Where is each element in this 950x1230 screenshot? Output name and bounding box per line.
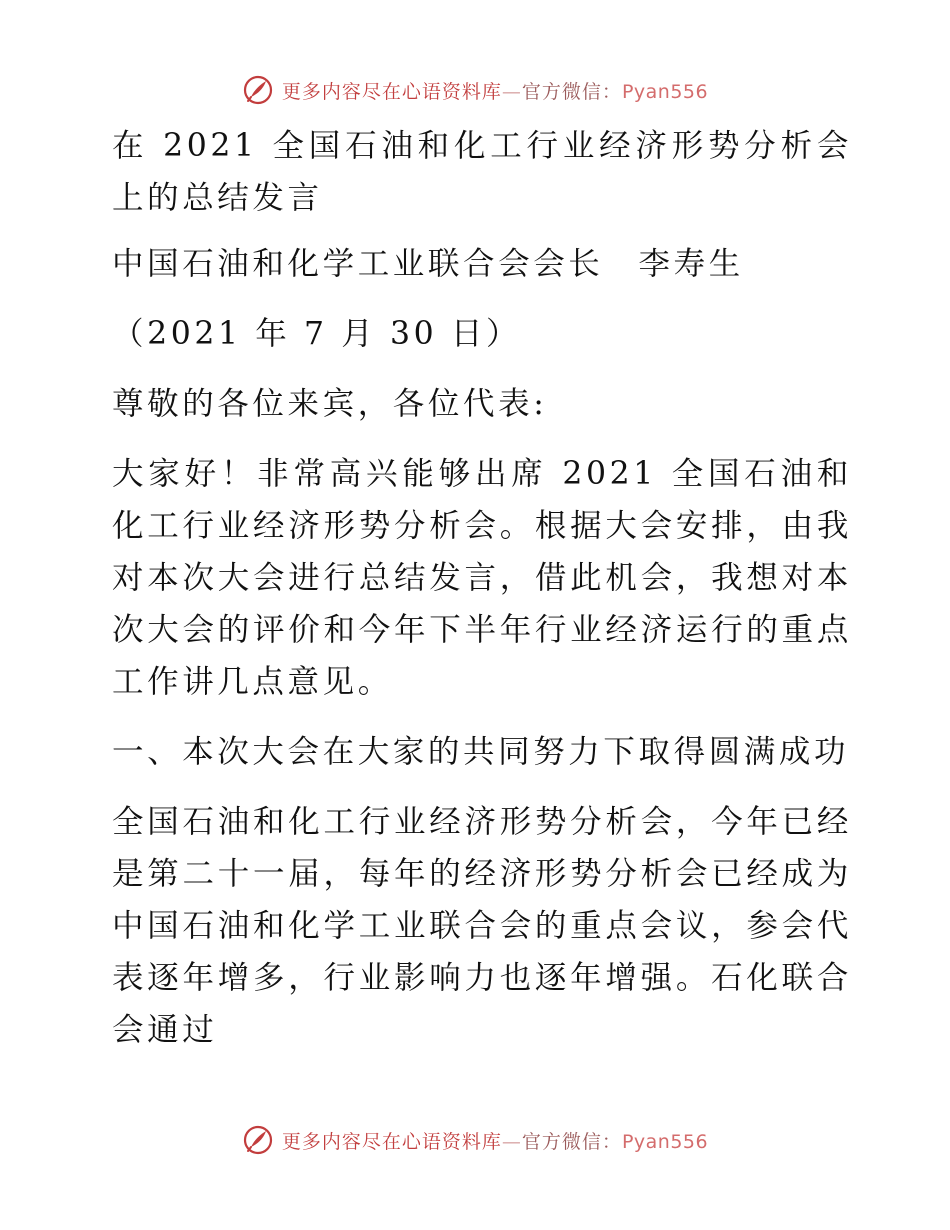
watermark-text: [282, 1127, 708, 1154]
watermark-slogan: 更多内容尽在心语资料库: [281, 1130, 502, 1153]
quill-logo-icon: [242, 1124, 274, 1156]
document-body: [98, 120, 852, 1056]
author-line: 中国石油和化学工业联合会会长 李寿生: [112, 246, 744, 282]
document-title: 在 2021 全国石油和化工行业经济形势分析会上的总结发言: [112, 128, 852, 216]
salutation: 尊敬的各位来宾，各位代表:: [112, 386, 548, 422]
section-1-paragraph: 全国石油和化工行业经济形势分析会，今年已经是第二十一届，每年的经济形势分析会已经成为中国石油和化学工业联合会的重点会议，参会代表逐年增多，行业影响力也逐年增强。石化联合会通过: [112, 804, 852, 1048]
quill-logo-icon: [242, 74, 274, 106]
watermark-wechat-id: Pyan556: [621, 80, 709, 103]
header-watermark: [0, 70, 950, 110]
watermark-wechat-id: Pyan556: [621, 1130, 709, 1153]
opening-paragraph: 大家好！非常高兴能够出席 2021 全国石油和化工行业经济形势分析会。根据大会安排，由我对本次大会进行总结发言，借此机会，我想对本次大会的评价和今年下半年行业经济运行的重点工作讲几点意见。: [112, 456, 852, 700]
watermark-wechat-label: 官方微信：: [521, 1130, 622, 1153]
footer-watermark: [0, 1120, 950, 1160]
watermark-dash: —: [501, 1130, 522, 1153]
watermark-slogan: 更多内容尽在心语资料库: [281, 80, 502, 103]
section-heading-1: 一、本次大会在大家的共同努力下取得圆满成功: [112, 734, 850, 770]
watermark-dash: —: [501, 80, 522, 103]
watermark-text: [282, 77, 708, 104]
date-line: （2021 年 7 月 30 日）: [112, 316, 522, 352]
watermark-wechat-label: 官方微信：: [521, 80, 622, 103]
